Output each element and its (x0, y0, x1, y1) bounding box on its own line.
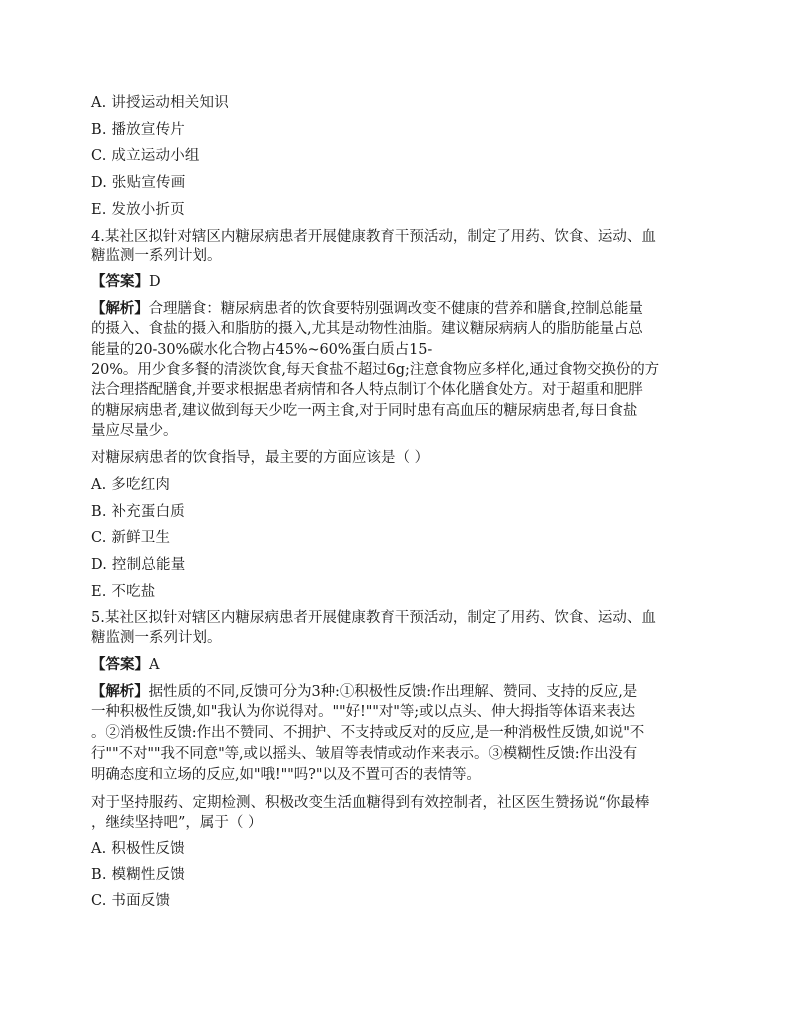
q5-analysis-line-4: 行""不对""我不同意"等,或以摇头、皱眉等表情或动作来表示。③模糊性反馈:作出没有 (91, 746, 638, 762)
option-d: D. 张贴宣传画 (91, 175, 186, 191)
q4-analysis-line-2: 的摄入、食盐的摄入和脂肪的摄入,尤其是动物性油脂。建议糖尿病病人的脂肪能量占总 (91, 321, 643, 337)
q5-stem-line-2: 糖监测一系列计划。 (91, 630, 222, 646)
q4-analysis-line-7: 量应尽量少。 (91, 423, 178, 439)
q4-option-c: C. 新鲜卫生 (91, 530, 171, 546)
q5-option-b: B. 模糊性反馈 (91, 867, 185, 883)
answer-value: A (149, 657, 160, 673)
q4-stem-line-1: 4.某社区拟针对辖区内糖尿病患者开展健康教育干预活动，制定了用药、饮食、运动、血 (91, 229, 656, 245)
option-c: C. 成立运动小组 (91, 148, 200, 164)
q4-analysis-line-4: 20%。用少食多餐的清淡饮食,每天食盐不超过6g;注意食物应多样化,通过食物交换份的方 (91, 362, 660, 378)
option-a: A. 讲授运动相关知识 (91, 95, 229, 111)
q5-sub-question-line-2: ，继续坚持吧”，属于（ ） (91, 815, 263, 831)
answer-tag: 【答案】 (91, 273, 149, 290)
q4-option-e: E. 不吃盐 (91, 584, 156, 600)
answer-tag: 【答案】 (91, 656, 149, 673)
q5-option-c: C. 书面反馈 (91, 893, 171, 909)
q4-sub-question: 对糖尿病患者的饮食指导，最主要的方面应该是（ ） (91, 450, 430, 466)
q5-analysis-line-2: 一种积极性反馈,如"我认为你说得对。""好!""对"等;或以点头、伸大拇指等体语来表达 (91, 704, 636, 720)
q4-analysis-line-3: 能量的20-30%碳水化合物占45%~60%蛋白质占15- (91, 342, 433, 358)
q5-answer (91, 655, 711, 675)
q4-analysis-line-1 (91, 299, 711, 319)
q5-option-a: A. 积极性反馈 (91, 841, 185, 857)
q4-option-b: B. 补充蛋白质 (91, 504, 185, 520)
analysis-text: 合理膳食：糖尿病患者的饮食要特别强调改变不健康的营养和膳食,控制总能量 (148, 301, 643, 317)
answer-value: D (149, 274, 161, 290)
analysis-tag: 【解析】 (91, 683, 149, 700)
q4-analysis-line-6: 的糖尿病患者,建议做到每天少吃一两主食,对于同时患有高血压的糖尿病患者,每日食盐 (91, 403, 638, 419)
analysis-tag: 【解析】 (91, 300, 149, 317)
q4-analysis-line-5: 法合理搭配膳食,并要求根据患者病情和各人特点制订个体化膳食处方。对于超重和肥胖 (91, 382, 643, 398)
q4-option-a: A. 多吃红肉 (91, 477, 171, 493)
q5-stem-line-1: 5.某社区拟针对辖区内糖尿病患者开展健康教育干预活动，制定了用药、饮食、运动、血 (91, 610, 656, 626)
option-e: E. 发放小折页 (91, 202, 185, 218)
q4-stem-line-2: 糖监测一系列计划。 (91, 248, 222, 264)
analysis-text: 据性质的不同,反馈可分为3种:①积极性反馈:作出理解、赞同、支持的反应,是 (148, 684, 638, 700)
q4-answer (91, 272, 711, 292)
q5-analysis-line-1 (91, 682, 711, 702)
option-b: B. 播放宣传片 (91, 122, 185, 138)
q5-sub-question-line-1: 对于坚持服药、定期检测、积极改变生活血糖得到有效控制者，社区医生赞扬说“你最棒 (91, 795, 650, 811)
q4-option-d: D. 控制总能量 (91, 557, 186, 573)
q5-analysis-line-5: 明确态度和立场的反应,如"哦!""吗?"以及不置可否的表情等。 (91, 767, 481, 783)
q5-analysis-line-3: 。②消极性反馈:作出不赞同、不拥护、不支持或反对的反应,是一种消极性反馈,如说"不 (91, 725, 645, 741)
